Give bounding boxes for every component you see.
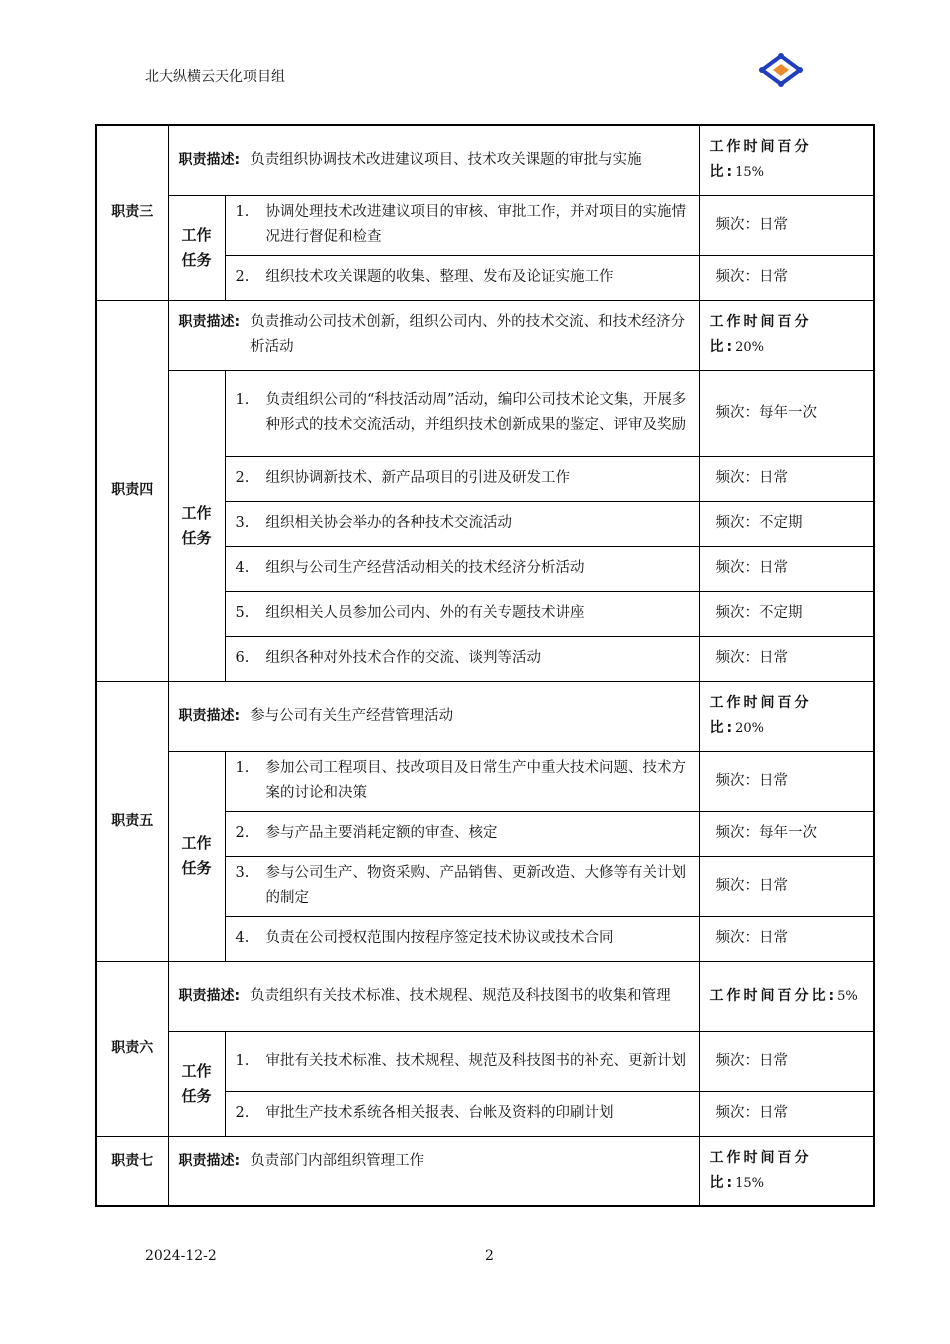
footer-date: 2024-12-2 [145,1248,217,1264]
task-frequency: 频次：日常 [699,636,874,681]
task-cell [225,916,699,961]
time-percent-cell [699,125,874,195]
task-text: 协调处理技术改进建议项目的审核、审批工作，并对项目的实施情况进行督促和检查 [265,204,686,245]
task-number: 1. [235,204,250,220]
task-row [96,195,874,255]
task-frequency: 频次：日常 [699,546,874,591]
duty-description-label: 职责描述: [178,151,241,168]
duty-description-label: 职责描述: [178,707,241,724]
task-number: 5. [235,605,250,621]
task-text: 参加公司工程项目、技改项目及日常生产中重大技术问题、技术方案的讨论和决策 [265,760,686,801]
task-text: 参与产品主要消耗定额的审查、核定 [265,825,498,841]
time-percent-cell [699,961,874,1031]
duty-description-cell [168,1136,699,1206]
duty-description-label: 职责描述: [178,314,241,330]
task-cell [225,1091,699,1136]
task-number: 4. [235,560,250,576]
task-number: 4. [235,930,250,946]
duty-description-text: 负责组织协调技术改进建议项目、技术攻关课题的审批与实施 [250,151,642,168]
task-row [96,1031,874,1091]
task-row [96,370,874,456]
task-frequency: 频次：日常 [699,856,874,916]
duty-desc-row [96,1136,874,1206]
time-percent-value: 15% [735,1175,765,1191]
task-section-label: 工作任务 [168,195,225,300]
task-text: 组织各种对外技术合作的交流、谈判等活动 [265,650,541,666]
duty-name: 职责三 [96,125,168,300]
task-number: 2. [235,269,250,285]
task-frequency: 频次：不定期 [699,501,874,546]
task-cell [225,856,699,916]
task-cell [225,195,699,255]
task-section-label: 工作任务 [168,751,225,961]
task-text: 组织相关协会举办的各种技术交流活动 [265,515,512,531]
duty-description-text: 负责组织有关技术标准、技术规程、规范及科技图书的收集和管理 [250,987,671,1004]
task-section-label: 工作任务 [168,1031,225,1136]
task-text: 负责组织公司的“科技活动周”活动，编印公司技术论文集，开展多种形式的技术交流活动，并组织技术创新成果的鉴定、评审及奖励 [265,392,687,433]
task-cell [225,751,699,811]
duty-description-text: 负责推动公司技术创新，组织公司内、外的技术交流、和技术经济分析活动 [250,314,686,355]
task-section-label: 工作任务 [168,370,225,681]
duty-desc-row [96,125,874,195]
time-percent-label: 工作时间百分比: [709,695,812,736]
task-frequency: 频次：不定期 [699,591,874,636]
task-cell [225,456,699,501]
task-cell [225,546,699,591]
duty-table [95,124,875,1207]
duty-desc-row [96,681,874,751]
task-frequency: 频次：日常 [699,916,874,961]
task-frequency: 频次：每年一次 [699,370,874,456]
time-percent-value: 15% [735,165,765,181]
task-number: 6. [235,650,250,666]
duty-description-cell [168,681,699,751]
duty-name: 职责四 [96,300,168,681]
task-frequency: 频次：日常 [699,255,874,300]
time-percent-label: 工作时间百分比: [709,139,812,181]
task-frequency: 频次：日常 [699,1091,874,1136]
duty-desc-row [96,300,874,370]
time-percent-value: 20% [735,721,765,736]
task-text: 组织相关人员参加公司内、外的有关专题技术讲座 [265,605,585,621]
page-number: 2 [485,1248,494,1264]
header-org-name: 北大纵横云天化项目组 [145,69,285,85]
duty-description-label: 职责描述: [178,987,241,1004]
task-number: 1. [235,1052,250,1069]
task-text: 审批有关技术标准、技术规程、规范及科技图书的补充、更新计划 [265,1052,686,1069]
task-cell [225,501,699,546]
task-text: 参与公司生产、物资采购、产品销售、更新改造、大修等有关计划的制定 [265,865,686,906]
duty-description-text: 参与公司有关生产经营管理活动 [250,707,454,724]
time-percent-label: 工作时间百分比: [709,987,838,1004]
task-frequency: 频次：日常 [699,751,874,811]
task-cell [225,370,699,456]
duty-desc-row [96,961,874,1031]
task-cell [225,1031,699,1091]
duty-name: 职责六 [96,961,168,1136]
time-percent-label: 工作时间百分比: [709,314,812,355]
task-number: 3. [235,865,250,881]
task-number: 2. [235,470,250,486]
duty-description-cell [168,125,699,195]
duty-name: 职责七 [96,1136,168,1206]
time-percent-cell [699,1136,874,1206]
task-frequency: 频次：每年一次 [699,811,874,856]
task-text: 审批生产技术系统各相关报表、台帐及资料的印刷计划 [265,1105,614,1121]
task-frequency: 频次：日常 [699,195,874,255]
duty-description-label: 职责描述: [178,1152,241,1169]
task-number: 2. [235,825,250,841]
duty-description-cell [168,961,699,1031]
duty-description-text: 负责部门内部组织管理工作 [250,1152,425,1169]
task-number: 1. [235,392,250,408]
task-cell [225,811,699,856]
company-logo-icon [756,52,806,92]
time-percent-label: 工作时间百分比: [709,1149,812,1191]
task-cell [225,636,699,681]
time-percent-cell [699,300,874,370]
task-text: 组织协调新技术、新产品项目的引进及研发工作 [265,470,570,486]
time-percent-cell [699,681,874,751]
duty-name: 职责五 [96,681,168,961]
time-percent-value: 5% [837,988,858,1004]
duty-description-cell [168,300,699,370]
task-frequency: 频次：日常 [699,1031,874,1091]
task-number: 1. [235,760,250,776]
task-number: 2. [235,1105,250,1121]
task-text: 负责在公司授权范围内按程序签定技术协议或技术合同 [265,930,614,946]
task-row [96,751,874,811]
task-text: 组织技术攻关课题的收集、整理、发布及论证实施工作 [265,269,614,285]
task-cell [225,591,699,636]
task-cell [225,255,699,300]
time-percent-value: 20% [735,340,765,355]
task-number: 3. [235,515,250,531]
task-text: 组织与公司生产经营活动相关的技术经济分析活动 [265,560,585,576]
task-frequency: 频次：日常 [699,456,874,501]
